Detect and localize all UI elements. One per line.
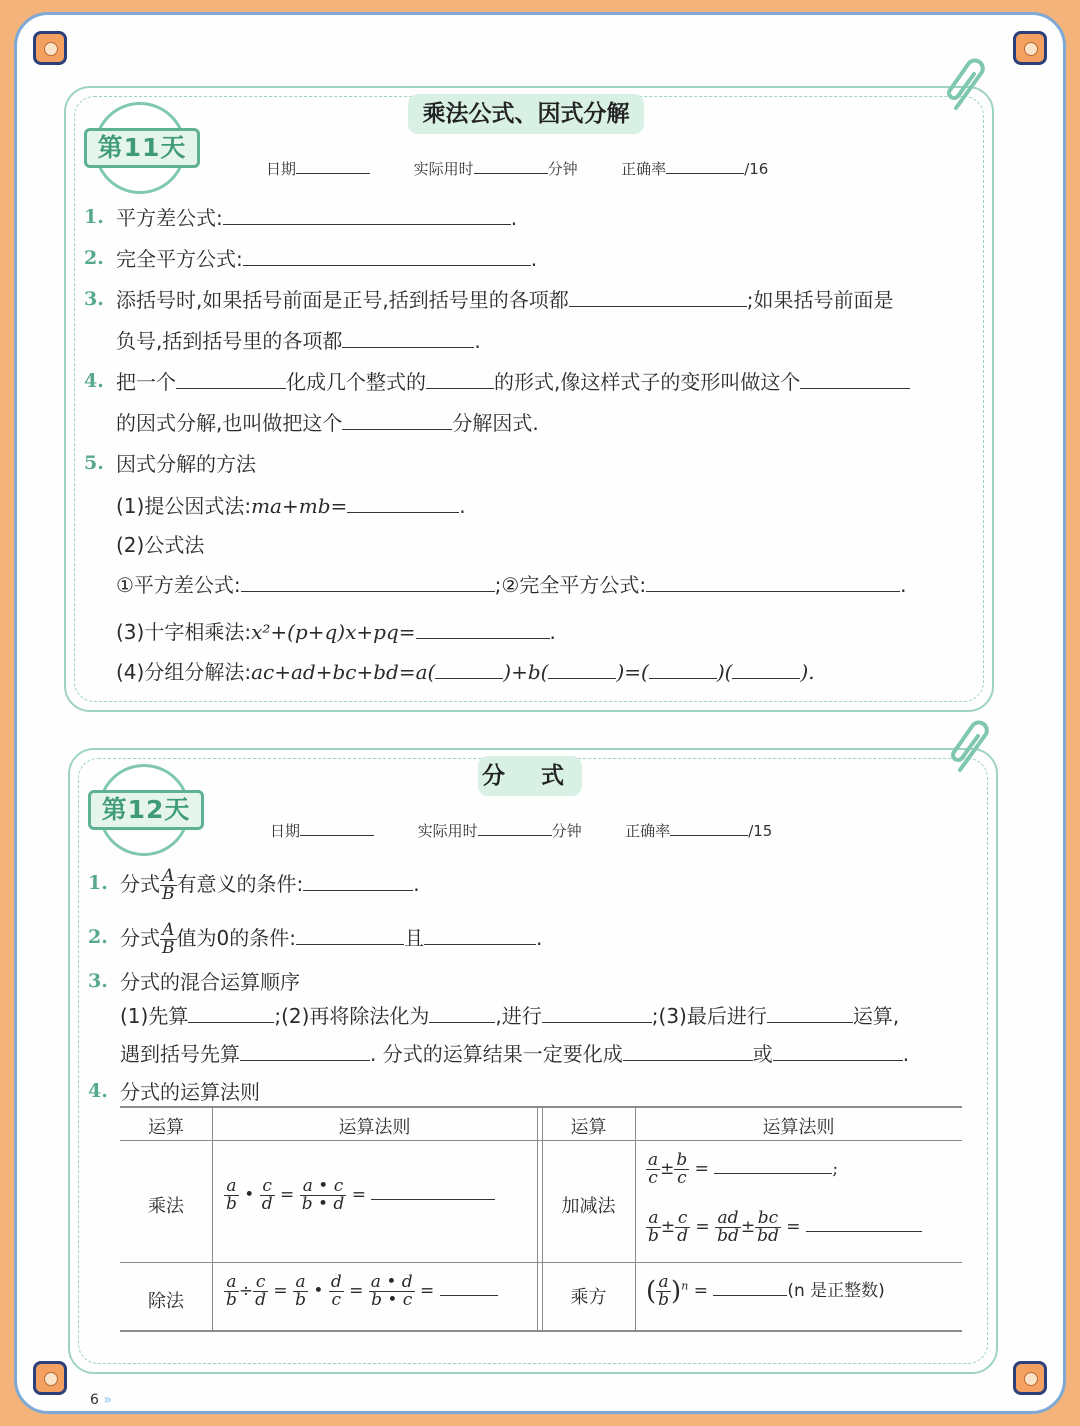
q12-3-blank-3[interactable]	[542, 1004, 652, 1023]
q4-text-b: 化成几个整式的	[286, 370, 426, 394]
q3-line-1	[116, 288, 893, 312]
time-unit: 分钟	[547, 160, 578, 178]
q5-number: 5.	[84, 452, 104, 474]
q5-2a-label: ①平方差公式:	[116, 573, 241, 597]
q12-1-number: 1.	[88, 872, 108, 894]
accuracy-blank[interactable]	[670, 821, 748, 836]
q12-3-blank-4[interactable]	[767, 1004, 853, 1023]
q12-3-blank-1[interactable]	[188, 1004, 274, 1023]
page-number	[90, 1392, 112, 1408]
fraction-a-over-b: $\frac{A}{B}$	[162, 866, 175, 904]
table-rule-header	[120, 1140, 962, 1141]
q12-3-text: 分式的混合运算顺序	[120, 970, 300, 994]
q5-2b-blank[interactable]	[646, 573, 900, 592]
badge-label: 第12天	[88, 790, 204, 830]
q5-1-expression: ma+mb=	[251, 494, 348, 518]
q12-4-number: 4.	[88, 1080, 108, 1102]
q5-2-label: (2)公式法	[116, 533, 205, 557]
q5-4-expression-c: )=(	[616, 660, 649, 684]
q5-1-label: (1)提公因式法:	[116, 494, 252, 518]
q12-1-text-a: 分式	[120, 872, 160, 896]
q4-line-2	[116, 411, 539, 435]
q12-1-text-b: 有意义的条件:	[176, 872, 304, 896]
q5-2-line: ①平方差公式: ;②完全平方公式: .	[116, 573, 907, 597]
time-label: 实际用时	[413, 160, 474, 178]
rule-multiply-blank[interactable]	[371, 1181, 495, 1200]
table-col-divider-2a	[537, 1106, 538, 1330]
table-header-op-2: 运算	[570, 1117, 607, 1138]
rule-multiply: $\frac{a}{b}$ • $\frac{c}{d}$ = $\frac{a • c}{b • d}$ =	[224, 1178, 495, 1213]
q12-3-l2-a: 遇到括号先算	[120, 1042, 240, 1066]
corner-decoration-top-left	[33, 31, 67, 65]
q12-2-blank-1[interactable]	[296, 926, 404, 945]
q2-number: 2.	[84, 247, 104, 269]
date-blank[interactable]	[300, 821, 374, 836]
q12-3-l1-d: ;(3)最后进行	[651, 1004, 767, 1028]
q12-3-l2-b: . 分式的运算结果一定要化成	[370, 1042, 623, 1066]
rule-divide-blank[interactable]	[440, 1277, 498, 1296]
corner-decoration-bottom-right	[1013, 1361, 1047, 1395]
rule-power-note: (n 是正整数)	[787, 1281, 885, 1301]
day11-card	[64, 86, 994, 712]
q4-text-a: 把一个	[116, 370, 176, 394]
q2-blank[interactable]	[243, 247, 531, 266]
rule-divide: $\frac{a}{b}$ ÷ $\frac{c}{d}$ = $\frac{a}{b}$ • $\frac{d}{c}$ = $\frac{a • d}{b • c}$ =	[224, 1274, 498, 1309]
accuracy-label: 正确率	[621, 160, 667, 178]
rule-add-same-denominator: $\frac{a}{c}$ ± $\frac{b}{c}$ = ;	[648, 1150, 839, 1188]
badge-label: 第11天	[84, 128, 200, 168]
q12-3-line-2: 遇到括号先算 . 分式的运算结果一定要化成 或 .	[120, 1042, 910, 1066]
q12-1-blank[interactable]	[303, 872, 413, 891]
q5-3-blank[interactable]	[416, 620, 550, 639]
q3-text-c: 负号,括到括号里的各项都	[116, 329, 343, 353]
q12-1-line: 分式 $\frac{A}{B}$ 有意义的条件: .	[120, 866, 420, 904]
day12-meta	[270, 820, 772, 841]
q5-4-blank-4[interactable]	[732, 660, 800, 679]
date-label: 日期	[266, 160, 297, 178]
day11-badge	[86, 102, 192, 192]
q12-3-blank-2[interactable]	[429, 1004, 495, 1023]
table-header-rule-2: 运算法则	[762, 1117, 835, 1138]
day11-meta	[266, 158, 768, 179]
page-number-value: 6	[90, 1392, 99, 1408]
q12-2-text-b: 值为0的条件:	[176, 926, 296, 950]
date-blank[interactable]	[296, 159, 370, 174]
table-op-divide: 除法	[148, 1291, 184, 1312]
q12-3-l1-c: ,进行	[495, 1004, 542, 1028]
q1-text: 平方差公式:	[116, 206, 223, 230]
q1-line: 平方差公式: .	[116, 206, 518, 230]
q4-text-e: 分解因式.	[452, 411, 539, 435]
time-blank[interactable]	[478, 821, 552, 836]
time-unit: 分钟	[551, 822, 582, 840]
fraction-a-over-b: $\frac{A}{B}$	[162, 920, 175, 958]
q12-3-l1-a: (1)先算	[120, 1004, 189, 1028]
table-header-op-1: 运算	[148, 1117, 184, 1138]
date-label: 日期	[270, 822, 301, 840]
q5-1-blank[interactable]	[347, 494, 459, 513]
accuracy-blank[interactable]	[666, 159, 744, 174]
q12-3-l2-c: 或	[752, 1042, 773, 1066]
q5-4-blank-3[interactable]	[649, 660, 717, 679]
chevron-right-icon: »	[103, 1392, 112, 1408]
table-rule-bottom	[120, 1330, 962, 1332]
q4-blank-3[interactable]	[800, 370, 910, 389]
table-op-power: 乘方	[570, 1287, 607, 1308]
q5-4-expression-a: ac+ad+bc+bd=a(	[251, 660, 436, 684]
paperclip-icon	[942, 58, 994, 116]
q1-blank[interactable]	[223, 206, 511, 225]
rule-add-diff-blank[interactable]	[806, 1213, 922, 1232]
q2-text: 完全平方公式:	[116, 247, 243, 271]
q5-4-expression-b: )+b(	[503, 660, 549, 684]
q4-line-1	[116, 370, 910, 394]
rule-add-different-denominator: $\frac{a}{b}$ ± $\frac{c}{d}$ = $\frac{ad}{bd}$ ± $\frac{bc}{bd}$ =	[646, 1210, 922, 1245]
paperclip-icon	[946, 720, 998, 778]
q12-2-text-c: 且	[403, 926, 424, 950]
q4-text-c: 的形式,像这样式子的变形叫做这个	[494, 370, 801, 394]
q5-4-blank-1[interactable]	[435, 660, 503, 679]
table-col-divider-1	[212, 1106, 213, 1330]
rule-power-blank[interactable]	[713, 1277, 787, 1296]
table-op-add-subtract: 加减法	[561, 1196, 616, 1217]
q12-2-blank-2[interactable]	[424, 926, 536, 945]
q3-blank-1[interactable]	[569, 288, 747, 307]
q3-blank-2[interactable]	[342, 329, 474, 348]
q5-2a-blank[interactable]	[241, 573, 495, 592]
q12-2-text-a: 分式	[120, 926, 160, 950]
q5-4-label: (4)分组分解法:	[116, 660, 252, 684]
table-header-rule-1: 运算法则	[338, 1117, 411, 1138]
q4-blank-1[interactable]	[176, 370, 286, 389]
accuracy-label: 正确率	[625, 822, 671, 840]
q12-3-blank-5[interactable]	[240, 1042, 370, 1061]
q5-3-label: (3)十字相乘法:	[116, 620, 252, 644]
q1-number: 1.	[84, 206, 104, 228]
q12-2-line: 分式 $\frac{A}{B}$ 值为0的条件: 且 .	[120, 920, 543, 958]
q12-3-blank-7[interactable]	[773, 1042, 903, 1061]
q12-3-l1-b: ;(2)再将除法化为	[274, 1004, 430, 1028]
q5-4-expression-d: )(	[716, 660, 733, 684]
table-col-divider-3	[635, 1106, 636, 1330]
day12-badge	[90, 764, 196, 854]
q12-2-number: 2.	[88, 926, 108, 948]
q2-line: 完全平方公式: .	[116, 247, 538, 271]
day11-card-dashed-border	[74, 96, 984, 702]
q5-4-expression-e: ).	[800, 660, 815, 684]
table-op-multiply: 乘法	[148, 1196, 184, 1217]
table-rule-top	[120, 1106, 962, 1108]
q12-3-blank-6[interactable]	[623, 1042, 753, 1061]
q3-number: 3.	[84, 288, 104, 310]
q3-text-a: 添括号时,如果括号前面是正号,括到括号里的各项都	[116, 288, 569, 312]
time-label: 实际用时	[417, 822, 478, 840]
q4-blank-2[interactable]	[426, 370, 494, 389]
q12-4-text: 分式的运算法则	[120, 1080, 260, 1104]
day12-title: 分 式	[478, 756, 582, 796]
q4-number: 4.	[84, 370, 104, 392]
q5-3-expression: x²+(p+q)x+pq=	[251, 620, 416, 644]
q3-text-b: ;如果括号前面是	[746, 288, 894, 312]
q4-text-d: 的因式分解,也叫做把这个	[116, 411, 343, 435]
q12-3-l1-e: 运算,	[852, 1004, 900, 1028]
q5-1-line: (1)提公因式法:ma+mb= .	[116, 494, 466, 518]
table-rule-row	[120, 1262, 962, 1263]
accuracy-total: /16	[744, 160, 769, 178]
q5-4-blank-2[interactable]	[548, 660, 616, 679]
q4-blank-4[interactable]	[342, 411, 452, 430]
q5-4-line	[116, 660, 815, 684]
q12-3-number: 3.	[88, 970, 108, 992]
day11-title: 乘法公式、因式分解	[408, 94, 644, 134]
corner-decoration-bottom-left	[33, 1361, 67, 1395]
corner-decoration-top-right	[1013, 31, 1047, 65]
time-blank[interactable]	[474, 159, 548, 174]
q5-2b-label: ②完全平方公式:	[501, 573, 647, 597]
rule-power: ( $\frac{a}{b}$ )$^n$ = (n 是正整数)	[646, 1272, 885, 1310]
rule-add-same-blank[interactable]	[714, 1155, 832, 1174]
q5-text: 因式分解的方法	[116, 452, 256, 476]
q5-3-line: (3)十字相乘法:x²+(p+q)x+pq= .	[116, 620, 556, 644]
q12-3-line-1	[120, 1004, 899, 1028]
q3-line-2: 负号,括到括号里的各项都 .	[116, 329, 481, 353]
accuracy-total: /15	[748, 822, 773, 840]
